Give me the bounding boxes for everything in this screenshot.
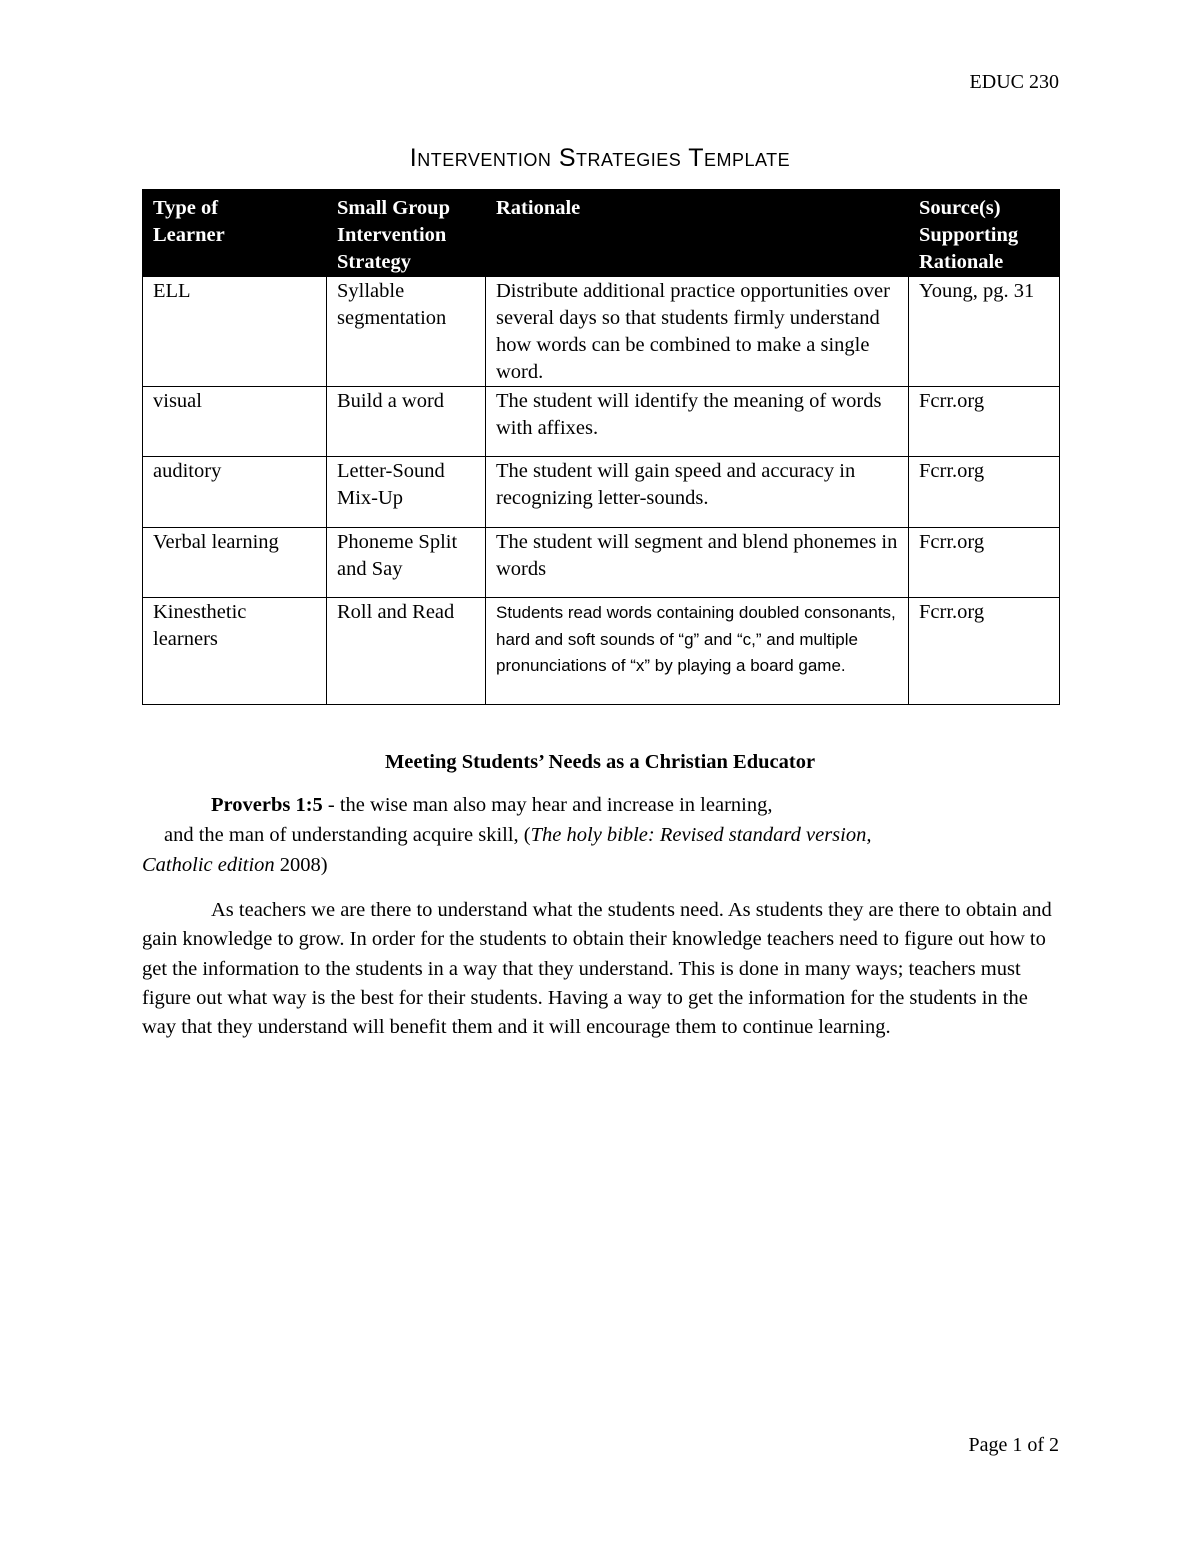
scripture-reference: Proverbs 1:5 <box>211 794 323 816</box>
table-row <box>143 598 1060 705</box>
table-row <box>143 528 1060 598</box>
scripture-quote <box>142 790 1062 880</box>
table-row <box>143 457 1060 528</box>
cell-strategy: Syllable segmentation <box>327 277 486 387</box>
page-header-course: EDUC 230 <box>969 71 1059 93</box>
document-title <box>0 144 1200 172</box>
cell-rationale: The student will segment and blend phonemes in words <box>486 528 909 598</box>
document-title-text: Intervention Strategies Template <box>409 144 791 172</box>
cell-rationale: The student will identify the meaning of words with affixes. <box>486 387 909 457</box>
cell-rationale: The student will gain speed and accuracy in recognizing letter-sounds. <box>486 457 909 528</box>
header-small-group-strategy: Small Group Intervention Strategy <box>327 190 486 277</box>
scripture-line-2 <box>142 820 1062 850</box>
reflection-paragraph: As teachers we are there to understand what the students need. As students they are there to obtain and gain knowledge to grow. In order for the students to obtain their knowledge teachers need to figure out how to get the information to the students in a way that they understand. This is done in many ways; teachers must figure out what way is the best for their students. Having a way to get the information for the students in the way that they understand will benefit them and it will encourage them to continue learning. <box>142 899 1052 1039</box>
section-heading: Meeting Students’ Needs as a Christian Educator <box>384 751 816 773</box>
cell-learner: visual <box>143 387 327 457</box>
citation-title-b: Catholic edition <box>142 854 275 876</box>
header-rationale: Rationale <box>486 190 909 277</box>
scripture-line-3 <box>142 850 1062 880</box>
cell-source: Fcrr.org <box>909 457 1060 528</box>
cell-source: Fcrr.org <box>909 387 1060 457</box>
table-row <box>143 387 1060 457</box>
citation-title-a: The holy bible: Revised standard version, <box>530 824 872 846</box>
cell-learner: Kinesthetic learners <box>143 598 327 705</box>
cell-strategy: Build a word <box>327 387 486 457</box>
cell-strategy: Letter-Sound Mix-Up <box>327 457 486 528</box>
scripture-line-1 <box>142 790 1062 820</box>
scripture-text-2: and the man of understanding acquire skill, ( <box>164 824 531 846</box>
table-row <box>143 277 1060 387</box>
cell-learner: Verbal learning <box>143 528 327 598</box>
cell-rationale: Distribute additional practice opportunities over several days so that students firmly understand how words can be combined to make a single word. <box>486 277 909 387</box>
cell-learner: ELL <box>143 277 327 387</box>
header-sources: Source(s) Supporting Rationale <box>909 190 1060 277</box>
cell-source: Fcrr.org <box>909 528 1060 598</box>
scripture-text-1: - the wise man also may hear and increase in learning, <box>322 794 773 816</box>
citation-year: 2008) <box>274 854 328 876</box>
cell-source: Fcrr.org <box>909 598 1060 705</box>
cell-rationale: Students read words containing doubled consonants, hard and soft sounds of “g” and “c,” and multiple pronunciations of “x” by playing a board game. <box>486 598 909 705</box>
cell-learner: auditory <box>143 457 327 528</box>
header-type-of-learner: Type of Learner <box>143 190 327 277</box>
cell-strategy: Phoneme Split and Say <box>327 528 486 598</box>
page-number: Page 1 of 2 <box>968 1434 1059 1456</box>
table-header-row <box>143 190 1060 277</box>
cell-source: Young, pg. 31 <box>909 277 1060 387</box>
intervention-strategies-table <box>142 189 1060 705</box>
cell-strategy: Roll and Read <box>327 598 486 705</box>
